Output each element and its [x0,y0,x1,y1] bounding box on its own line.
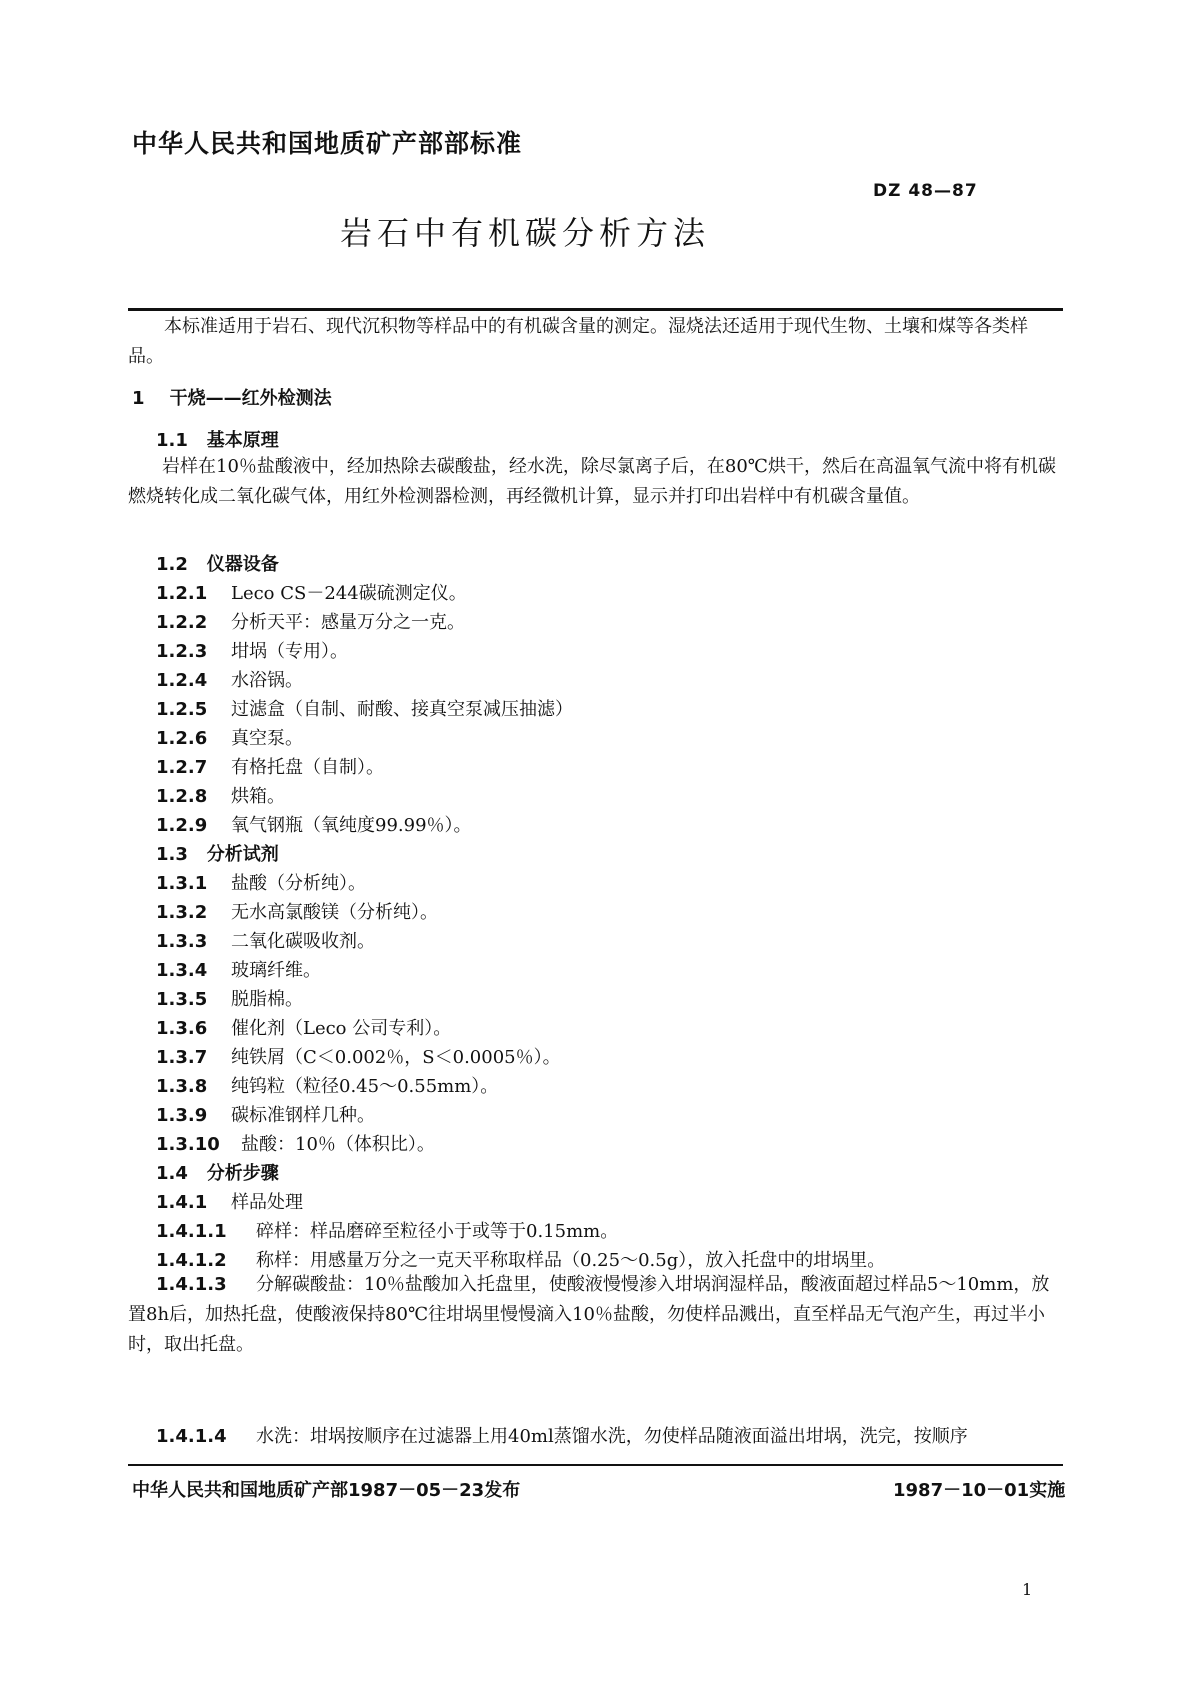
section-number: 1.4 [156,1163,188,1184]
item-text: 过滤盒（自制、耐酸、接真空泵减压抽滤） [231,699,573,720]
list-item [156,927,375,953]
item-number: 1.3.6 [156,1018,208,1039]
item-text: 氧气钢瓶（氧纯度99.99％）。 [231,815,472,836]
list-item [156,898,438,924]
list-item [156,1101,375,1127]
item-number: 1.3.8 [156,1076,208,1097]
item-text: 分析天平：感量万分之一克。 [231,612,465,633]
list-item [156,782,285,808]
issuer-standard-heading: 中华人民共和国地质矿产部部标准 [132,129,523,158]
item-number: 1.3.3 [156,931,208,952]
section-1-heading [132,384,332,410]
item-number: 1.4.1.1 [156,1221,227,1242]
header-divider [128,308,1063,311]
list-item [156,724,303,750]
list-item [156,1246,885,1272]
item-number: 1.4.1.2 [156,1250,227,1271]
list-item [156,1422,968,1448]
item-text: 水洗：坩埚按顺序在过滤器上用40ml蒸馏水洗，勿使样品随液面溢出坩埚，洗完，按顺序 [256,1426,968,1447]
item-number: 1.2.3 [156,641,208,662]
item-text: 碎样：样品磨碎至粒径小于或等于0.15mm。 [256,1221,619,1242]
list-item [156,1217,618,1243]
list-item [156,1043,561,1069]
effective-date: 1987－10－01实施 [893,1480,1066,1501]
item-number: 1.3.9 [156,1105,208,1126]
item-number: 1.3.4 [156,960,208,981]
list-item [156,1014,451,1040]
section-1-4-heading [156,1159,279,1185]
item-number: 1.2.7 [156,757,208,778]
list-item [156,608,465,634]
document-title: 岩石中有机碳分析方法 [340,214,711,252]
section-title: 干烧——红外检测法 [169,388,332,409]
item-number: 1.4.1.4 [156,1426,227,1447]
item-number: 1.3.7 [156,1047,208,1068]
item-text: Leco CS－244碳硫测定仪。 [231,583,467,604]
item-text: 分解碳酸盐：10％盐酸加入托盘里，使酸液慢慢渗入坩埚润湿样品，酸液面超过样品5～10mm，放置8h后，加热托盘，使酸液保持80℃往坩埚里慢慢滴入10％盐酸，勿使样品溅出，直至样品无气泡产生，再过半小时，取出托盘。 [128,1274,1050,1355]
section-1-2-heading [156,550,279,576]
list-item [156,666,303,692]
section-1-3-heading [156,840,279,866]
item-text: 盐酸：10％（体积比）。 [241,1134,435,1155]
item-number: 1.3.2 [156,902,208,923]
list-item [156,956,321,982]
list-item [128,1270,1058,1360]
item-number: 1.2.8 [156,786,208,807]
intro-paragraph: 本标准适用于岩石、现代沉积物等样品中的有机碳含量的测定。湿烧法还适用于现代生物、土壤和煤等各类样品。 [128,316,1028,367]
list-item [156,1130,435,1156]
item-text: 有格托盘（自制）。 [231,757,384,778]
item-number: 1.2.9 [156,815,208,836]
item-number: 1.3.1 [156,873,208,894]
item-number: 1.3.10 [156,1134,220,1155]
item-text: 纯钨粒（粒径0.45～0.55mm）。 [231,1076,499,1097]
item-text: 无水高氯酸镁（分析纯）。 [231,902,438,923]
section-number: 1.1 [156,430,188,451]
standard-code: DZ 48—87 [873,181,978,201]
item-text: 样品处理 [231,1192,303,1213]
section-title: 仪器设备 [206,554,279,575]
subsection-1-4-1-heading [156,1188,303,1214]
item-text: 称样：用感量万分之一克天平称取样品（0.25～0.5g），放入托盘中的坩埚里。 [256,1250,886,1271]
list-item [156,869,366,895]
item-text: 脱脂棉。 [231,989,303,1010]
item-text: 纯铁屑（C＜0.002％，S＜0.0005％）。 [231,1047,561,1068]
item-number: 1.3.5 [156,989,208,1010]
list-item [156,695,573,721]
list-item [156,985,303,1011]
item-number: 1.2.1 [156,583,208,604]
section-title: 分析步骤 [206,1163,279,1184]
list-item [156,637,348,663]
section-title: 分析试剂 [206,844,279,865]
list-item [156,579,467,605]
item-text: 坩埚（专用）。 [231,641,348,662]
item-number: 1.2.2 [156,612,208,633]
section-number: 1.3 [156,844,188,865]
item-text: 二氧化碳吸收剂。 [231,931,375,952]
page-number: 1 [1022,1580,1033,1599]
item-text: 催化剂（Leco 公司专利）。 [231,1018,452,1039]
item-text: 玻璃纤维。 [231,960,321,981]
section-number: 1.2 [156,554,188,575]
item-number: 1.4.1 [156,1192,208,1213]
list-item [156,1072,498,1098]
item-text: 真空泵。 [231,728,303,749]
section-title: 基本原理 [206,430,279,451]
item-text: 烘箱。 [231,786,285,807]
item-text: 碳标准钢样几种。 [231,1105,375,1126]
principle-paragraph: 岩样在10％盐酸液中，经加热除去碳酸盐，经水洗，除尽氯离子后，在80℃烘干，然后在高温氧气流中将有机碳燃烧转化成二氧化碳气体，用红外检测器检测，再经微机计算，显示并打印出岩样中有机碳含量值。 [128,456,1056,507]
item-text: 水浴锅。 [231,670,303,691]
item-number: 1.2.4 [156,670,208,691]
list-item [156,811,472,837]
item-number: 1.2.5 [156,699,208,720]
item-number: 1.4.1.3 [156,1274,227,1295]
section-number: 1 [132,388,145,409]
section-1-1-heading [156,426,279,452]
issue-date: 中华人民共和国地质矿产部1987－05－23发布 [132,1480,521,1501]
footer-divider [128,1464,1063,1466]
item-text: 盐酸（分析纯）。 [231,873,366,894]
list-item [156,753,384,779]
item-number: 1.2.6 [156,728,208,749]
